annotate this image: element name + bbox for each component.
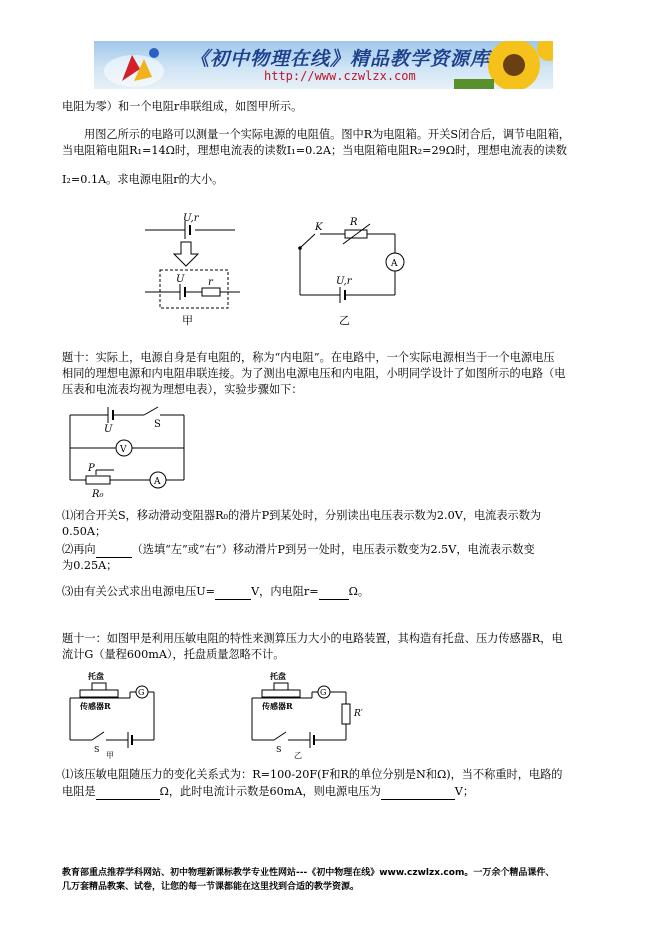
label-sensor-jia: 传感器R (80, 701, 111, 711)
label-u: U (104, 424, 113, 435)
logo-blue-dot (149, 48, 159, 58)
label-s: S (154, 419, 161, 430)
paragraph-intro: 电阻为零）和一个电阻r串联组成，如图甲所示。 (62, 100, 303, 113)
q10-step2-line2: 为0.25A； (62, 559, 118, 572)
label-R: R (350, 217, 358, 228)
q10-step2-post: （选填“左”或“右”）移动滑片P到另一处时，电压表示数变为2.5V，电流表示数变 (131, 543, 535, 556)
resistor-r (202, 288, 220, 296)
paragraph-method-line3: I₂=0.1A。求电源电阻r的大小。 (62, 173, 224, 186)
q11-step1-pre: 电阻是 (62, 785, 96, 798)
label-p: P (88, 463, 95, 474)
sunflower-center (503, 54, 525, 76)
footer-line2: 几万套精品教案、试卷，让您的每一节课都能在这里找到合适的教学资源。 (62, 882, 360, 892)
label-s-yi: S (276, 745, 282, 754)
header-banner (94, 41, 553, 89)
q11-step1-post: V； (454, 785, 475, 798)
footer-line1: 教育部重点推荐学科网站、初中物理新课标教学专业性网站---《初中物理在线》www.czwlzx.com。一万余个精品课件、 (62, 868, 555, 878)
label-tray-jia: 托盘 (88, 671, 104, 681)
figure-q11-circuits (62, 668, 382, 760)
q11-step1-line2 (62, 784, 602, 800)
q11-step1-line1: ⑴该压敏电阻随压力的变化关系式为：R=100-20F(F和R的单位分别是N和Ω)，当不称重时，电路的 (62, 768, 563, 781)
label-v: V (120, 445, 127, 455)
figure-circuits-jia-yi (140, 210, 420, 335)
label-g-jia: G (138, 688, 145, 697)
q10-line3: 压表和电流表均视为理想电表），实验步骤如下： (62, 383, 303, 396)
switch-blade (274, 732, 286, 740)
switch-blade (92, 732, 104, 740)
q10-answer-blank-resistance[interactable] (319, 584, 349, 600)
tray-stand (274, 683, 288, 690)
label-k: K (315, 222, 323, 233)
label-ur-bottom: U,r (336, 276, 352, 287)
q10-step1-line1: ⑴闭合开关S，移动滑动变阻器R₀的滑片P到某处时，分别读出电压表示数为2.0V，电流表示数为 (62, 509, 542, 522)
label-r0: R₀ (92, 489, 104, 500)
q10-step2-line1 (62, 542, 602, 558)
q10-answer-blank-voltage[interactable] (215, 584, 251, 600)
dashed-box (160, 270, 228, 308)
sunflower-small-icon (537, 41, 553, 61)
q11-answer-blank-resistance[interactable] (96, 784, 160, 800)
caption-yi: 乙 (339, 314, 350, 327)
q11-answer-blank-voltage[interactable] (381, 784, 455, 800)
tray-stand (92, 683, 106, 690)
q10-line1: 题十：实际上，电源自身是有电阻的，称为“内电阻”。在电路中，一个实际电源相当于一个电源电压 (62, 351, 555, 364)
switch-contact (298, 246, 302, 250)
label-u: U (176, 274, 185, 285)
rheostat-R0 (86, 476, 110, 484)
q10-line2: 相同的理想电源和内电阻串联连接。为了测出电源电压和内电阻，小明同学设计了如图所示的电路（电 (62, 367, 566, 380)
caption-yi: 乙 (294, 751, 302, 760)
label-A: A (391, 259, 398, 269)
figure-q10-circuit (62, 400, 192, 500)
q10-step2-pre: ⑵再向 (62, 543, 96, 556)
q10-step3-mid: V，内电阻r= (251, 585, 319, 598)
label-s-jia: S (94, 745, 100, 754)
switch-blade (144, 407, 158, 415)
switch-blade (300, 234, 315, 248)
label-r: r (208, 277, 213, 288)
paragraph-method-line2: 当电阻箱电阻R₁=14Ω时，理想电流表的读数I₁=0.2A；当电阻箱电阻R₂=29Ω时，理想电流表的读数 (62, 144, 567, 157)
q10-step1-line2: 0.50A； (62, 525, 107, 538)
q10-step3-post: Ω。 (348, 585, 370, 598)
q11-line1: 题十一：如图甲是利用压敏电阻的特性来测算压力大小的电路装置，其构造有托盘、压力传感器R，电 (62, 632, 563, 645)
q11-step1-mid: Ω，此时电流计示数是60mA，则电源电压为 (159, 785, 381, 798)
banner-url: http://www.czwlzx.com (264, 69, 416, 83)
down-arrow-icon (174, 242, 198, 266)
banner-title: 《初中物理在线》精品教学资源库 (190, 48, 491, 70)
paragraph-method-line1: 用图乙所示的电路可以测量一个实际电源的电阻值。图中R为电阻箱。开关S闭合后，调节电阻箱， (84, 128, 570, 141)
q10-step3 (62, 584, 602, 600)
resistor-r-prime (342, 704, 350, 724)
page-footer (62, 866, 622, 894)
label-g-yi: G (320, 688, 327, 697)
tray (262, 690, 300, 697)
label-sensor-yi: 传感器R (262, 701, 293, 711)
label-r-prime: R′ (354, 709, 363, 719)
caption-jia: 甲 (182, 314, 193, 327)
tray (80, 690, 118, 697)
label-a: A (154, 477, 161, 487)
label-tray-yi: 托盘 (270, 671, 286, 681)
q11-line2: 流计G（量程600mA），托盘质量忽略不计。 (62, 648, 285, 661)
caption-jia: 甲 (106, 751, 114, 760)
q10-step3-pre: ⑶由有关公式求出电源电压U= (62, 585, 216, 598)
q10-answer-blank-direction[interactable] (96, 542, 132, 558)
leaf-shape (454, 79, 494, 89)
label-ur-top: U,r (183, 213, 199, 224)
